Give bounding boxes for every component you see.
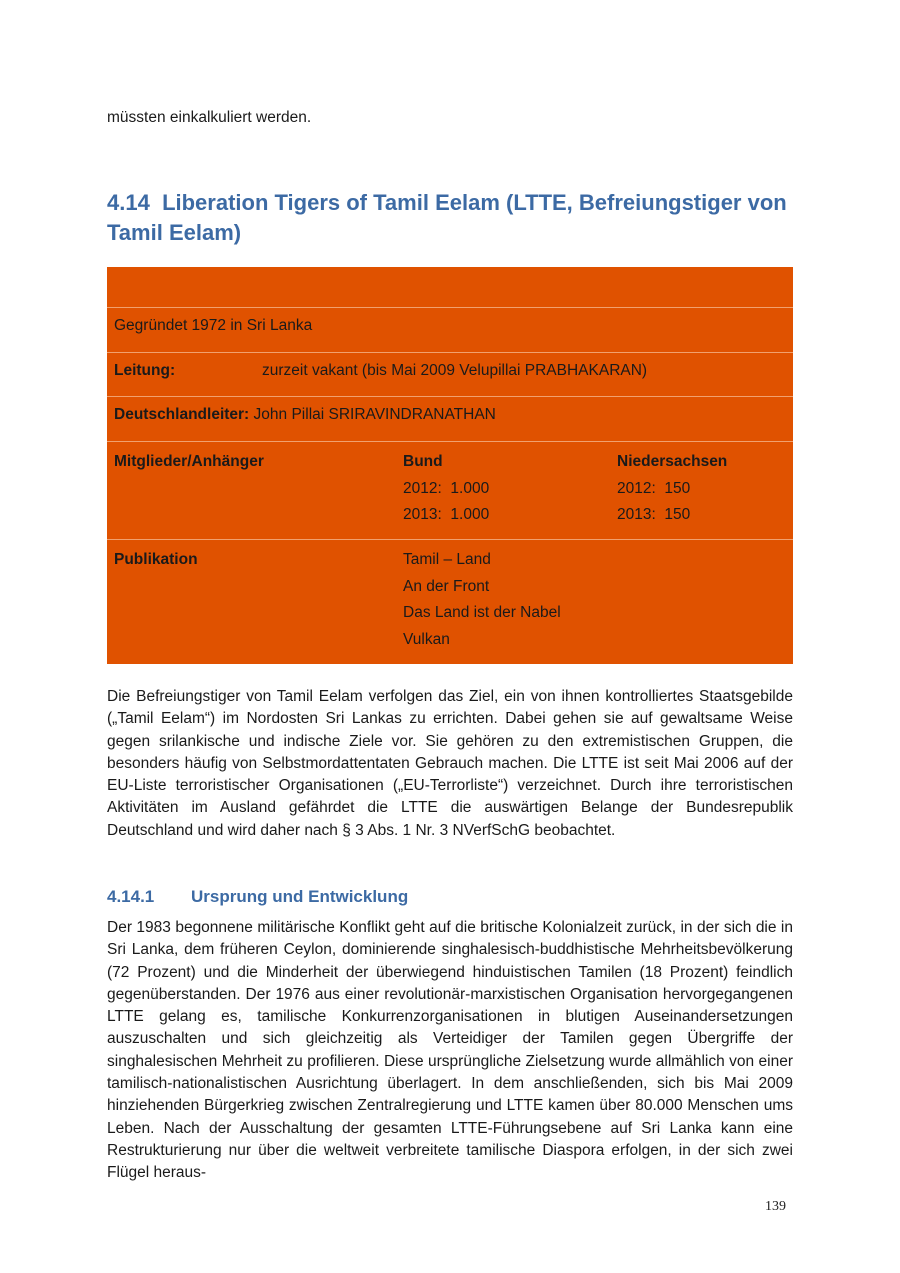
nds-header: Niedersachsen xyxy=(617,453,728,470)
bund-header: Bund xyxy=(403,453,443,470)
bund-2013: 2013: 1.000 xyxy=(403,506,490,523)
germany-lead-row xyxy=(107,397,793,442)
publication-item: Das Land ist der Nabel xyxy=(403,604,561,621)
page-number: 139 xyxy=(765,1199,786,1214)
founded-text: Gegründet 1972 in Sri Lanka xyxy=(114,317,313,334)
members-row xyxy=(107,442,793,540)
intro-paragraph: Die Befreiungstiger von Tamil Eelam verfolgen das Ziel, ein von ihnen kontrolliertes Staatsgebilde („Tamil Eelam“) im Nordosten Sri Lankas zu errichten. Dabei gehen sie auf gewaltsame Weise gegen srilankische und indische Ziele vor. Sie gehören zu den extremistischen Gruppen, die besonders häufig von Selbstmordattentaten Gebrauch machen. Die LTTE ist seit Mai 2006 auf der EU-Liste terroristischer Organisationen („EU-Terrorliste“) verzeichnet. Durch ihre terroristischen Aktivitäten im Ausland gefährdet die LTTE die auswärtigen Belange der Bundesrepublik Deutschland und wird daher nach § 3 Abs. 1 Nr. 3 NVerfSchG beobachtet. xyxy=(107,688,793,839)
subsection-title: Ursprung und Entwicklung xyxy=(191,887,409,906)
nds-2013: 2013: 150 xyxy=(617,506,691,523)
section-title-text: Liberation Tigers of Tamil Eelam (LTTE, Befreiungstiger von Tamil Eelam) xyxy=(107,190,787,245)
fact-box xyxy=(107,267,793,664)
section-title xyxy=(107,188,787,248)
bund-2012: 2012: 1.000 xyxy=(403,479,490,497)
publication-label-col xyxy=(114,549,198,576)
section-number: 4.14 xyxy=(107,190,150,215)
subsection-number: 4.14.1 xyxy=(107,887,155,906)
nds-2012: 2012: 150 xyxy=(617,479,691,497)
leadership-value: zurzeit vakant (bis Mai 2009 Velupillai PRABHAKARAN) xyxy=(262,362,648,379)
lead-text: müssten einkalkuliert werden. xyxy=(107,109,312,126)
publication-row xyxy=(107,540,793,664)
members-label-col xyxy=(114,451,264,478)
publication-list xyxy=(403,549,561,655)
leadership-row xyxy=(107,353,793,397)
bund-col xyxy=(403,451,489,531)
fact-box-header xyxy=(107,267,793,308)
founded-row xyxy=(107,308,793,353)
origin-paragraph: Der 1983 begonnene militärische Konflikt geht auf die britische Kolonialzeit zurück, in der sich die in Sri Lanka, dem früheren Ceylon, dominierende singhalesisch-buddhistische Mehrheitsbevölkerung (72 Prozent) und die Minderheit der überwiegend hinduistischen Tamilen (18 Prozent) feindlich gegenüberstanden. Der 1976 aus einer revolutionär-marxistischen Organisation hervorgegangenen LTTE gelang es, tamilische Konkurrenzorganisationen in blutigen Auseinandersetzungen auszuschalten und sich gleichzeitig als Verteidiger der Tamilen gegen Übergriffe der singhalesischen Mehrheit zu profilieren. Diese ursprüngliche Zielsetzung wurde allmählich von einer tamilisch-nationalistischen Ausrichtung überlagert. In dem anschließenden, sich bis Mai 2009 hinziehenden Bürgerkrieg zwischen Zentralregierung und LTTE kamen über 80.000 Menschen ums Leben. Nach der Ausschaltung der gesamten LTTE-Führungsebene auf Sri Lanka kann eine Restrukturierung nur über die weltweit verbreitete tamilische Diaspora erfolgen, in der sich zwei Flügel heraus- xyxy=(107,919,793,1182)
publication-item: An der Front xyxy=(403,577,490,595)
germany-lead-label: Deutschlandleiter: xyxy=(114,406,250,423)
publication-item: Tamil – Land xyxy=(403,551,491,568)
nds-col xyxy=(617,451,727,531)
publication-label: Publikation xyxy=(114,551,198,568)
publication-item: Vulkan xyxy=(403,630,450,648)
members-label: Mitglieder/Anhänger xyxy=(114,453,264,470)
subsection-heading xyxy=(107,885,408,909)
germany-lead-value: John Pillai SRIRAVINDRANATHAN xyxy=(253,406,496,423)
leadership-label: Leitung: xyxy=(114,362,176,379)
